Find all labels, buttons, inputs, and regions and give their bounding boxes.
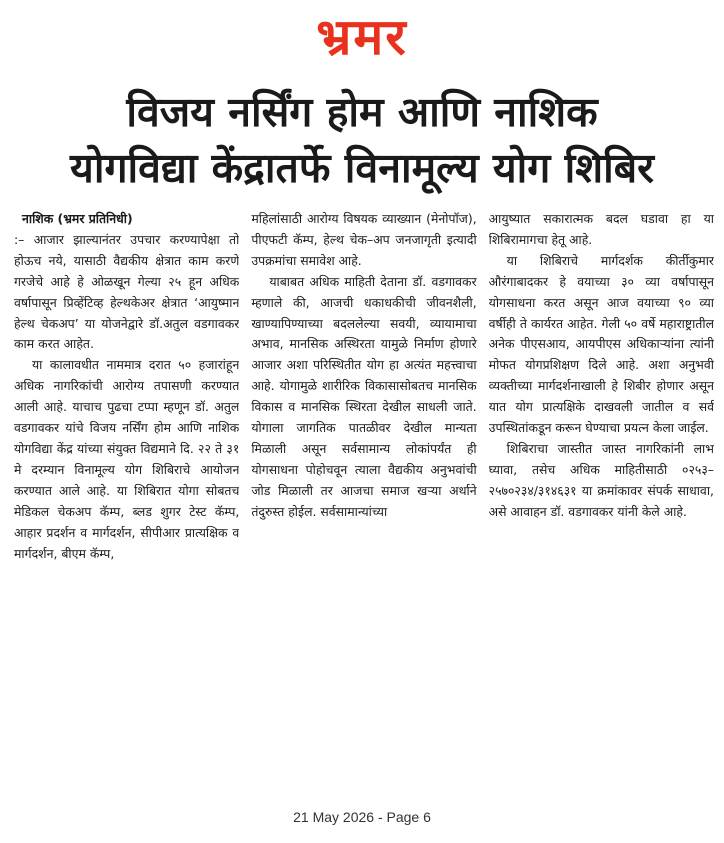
headline-line-1: विजय नर्सिंग होम आणि नाशिक (126, 88, 598, 136)
article-column-1 (14, 209, 239, 789)
article-paragraph: या शिबिराचे मार्गदर्शक कीर्तीकुमार औरंगाबादकर हे वयाच्या ३० व्या वर्षापासून योगसाधना करत असून आज वयाच्या ९० व्या वर्षीही ते कार्यरत आहेत. गेली ५० वर्षे महाराष्ट्रातील अनेक पीएसआय, आयपीएस अधिकाऱ्यांना त्यांनी मोफत योगप्रशिक्षण दिले आहे. अशा अनुभवी व्यक्तीच्या मार्गदर्शनाखाली हे शिबीर होणार असून यात योग प्रात्यक्षिके दाखवली जातील व सर्व उपस्थितांकडून करून घेण्याचा प्रयत्न केला जाईल. (488, 252, 714, 436)
article-paragraph: महिलांसाठी आरोग्य विषयक व्याख्यान (मेनोपॉज), पीएफटी कॅम्प, हेल्थ चेक–अप जनजागृती इत्यादी उपक्रमांचा समावेश आहे. (251, 211, 477, 268)
masthead-logo: भ्रमर (316, 8, 408, 66)
masthead (0, 4, 724, 70)
article-column-3 (489, 209, 714, 789)
article-column-2 (251, 209, 476, 789)
article-paragraph: :– आजार झाल्यानंतर उपचार करण्यापेक्षा तो होऊच नये, यासाठी वैद्यकीय क्षेत्रात काम करणे गरजेचे आहे हे ओळखून गेल्या २५ हून अधिक वर्षापासून प्रिव्हेंटिव्ह हेल्थकेअर क्षेत्रात ‘आयुष्मान हेल्थ चेकअप’ या योजनेद्वारे डॉ.अतुल वडगावकर काम करत आहेत. (14, 231, 240, 352)
page-footer: 21 May 2026 - Page 6 (293, 809, 431, 825)
article-paragraph: आयुष्यात सकारात्मक बदल घडावा हा या शिबिरामागचा हेतू आहे. (488, 211, 714, 247)
article-paragraph: शिबिराचा जास्तीत जास्त नागरिकांनी लाभ घ्यावा, तसेच अधिक माहितीसाठी ०२५३– २५७०२३४/३१४६३१ या क्रमांकावर संपर्क साधावा, असे आवाहन डॉ. वडगावकर यांनी केले आहे. (488, 440, 714, 519)
article-paragraph: याबाबत अधिक माहिती देताना डॉ. वडगावकर म्हणाले की, आजची धकाधकीची जीवनशैली, खाण्यापिण्याच्या बदललेल्या सवयी, व्यायामाचा अभाव, मानसिक अस्थिरता यामुळे निर्माण होणारे आजार अशा परिस्थितीत योग हा अत्यंत महत्त्वाचा आहे. योगामुळे शारीरिक विकासासोबतच मानसिक विकास व मानसिक स्थिरता देखील साधली जाते. योगाला जागतिक पातळीवर देखील मान्यता मिळाली असून सर्वसामान्य लोकांपर्यंत ही योगसाधना पोहोचवून त्याला वैद्यकीय अनुभवांची जोड मिळाली तर आजचा समाज खऱ्या अर्थाने तंदुरुस्त होईल. सर्वसामान्यांच्या (251, 273, 477, 519)
article-dateline: नाशिक (भ्रमर प्रतिनिधी) (22, 211, 133, 226)
article-body (14, 209, 714, 789)
headline-line-2: योगविद्या केंद्रातर्फे विनामूल्य योग शिबिर (70, 144, 654, 192)
article-headline (0, 84, 724, 196)
article-paragraph: या कालावधीत नाममात्र दरात ५० हजारांहून अधिक नागरिकांची आरोग्य तपासणी करण्यात आली आहे. याचाच पुढचा टप्पा म्हणून डॉ. अतुल वडगावकर यांचे विजय नर्सिंग होम आणि नाशिक योगविद्या केंद्र यांच्या संयुक्त विद्यमाने दि. २२ ते ३१ मे दरम्यान विनामूल्य योग शिबिराचे आयोजन करण्यात आले आहे. या शिबिरात योगा सोबतच मेडिकल चेकअप कॅम्प, ब्लड शुगर टेस्ट कॅम्प, आहार प्रदर्शन व मार्गदर्शन, सीपीआर प्रात्यक्षिक व मार्गदर्शन, बीएम कॅम्प, (14, 357, 240, 561)
